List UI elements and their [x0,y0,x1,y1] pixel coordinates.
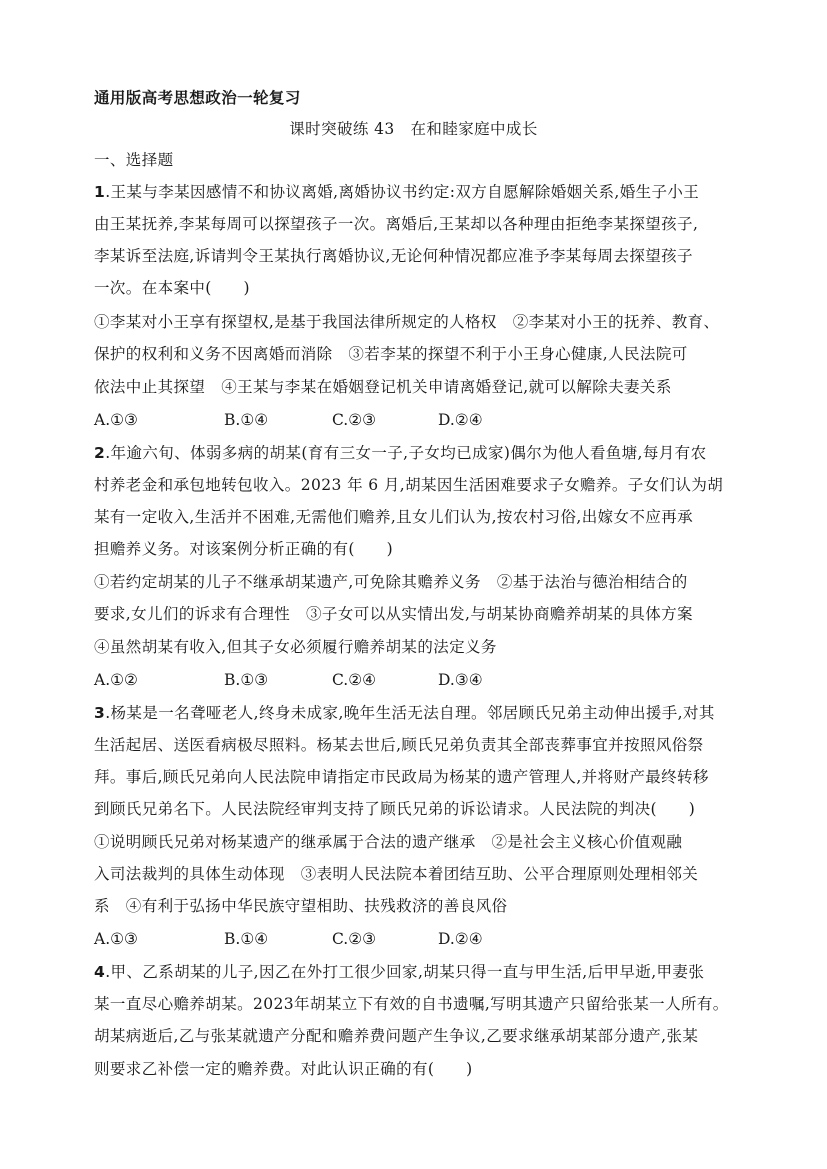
option-d[interactable]: D.②④ [438,930,483,948]
option-c[interactable]: C.②③ [332,930,377,948]
question-stem-line: 拜。事后,顾氏兄弟向人民法院申请指定市民政局为杨某的遗产管理人,并将财产最终转移 [94,768,709,786]
question-stem-line: 某一直尽心赡养胡某。2023年胡某立下有效的自书遗嘱,写明其遗产只留给张某一人所有。 [94,995,729,1013]
option-a[interactable]: A.①② [94,671,138,689]
question-number: 4 [94,963,106,981]
option-c[interactable]: C.②④ [332,671,377,689]
question-stem-line: 到顾氏兄弟名下。人民法院经审判支持了顾氏兄弟的诉讼请求。人民法院的判决( ) [94,800,696,818]
statement-line: ④虽然胡某有收入,但其子女必须履行赡养胡某的法定义务 [94,638,497,656]
question-stem-line: 3.杨某是一名聋哑老人,终身未成家,晚年生活无法自理。邻居顾氏兄弟主动伸出援手,对其 [94,704,715,722]
option-d[interactable]: D.③④ [438,671,483,689]
question-number: 2 [94,444,106,462]
question-stem-line: 担赡养义务。对该案例分析正确的有( ) [94,540,394,558]
statement-line: 保护的权利和义务不因离婚而消除 ③若李某的探望不利于小王身心健康,人民法院可 [94,345,688,363]
question-stem-line: 村养老金和承包地转包收入。2023 年 6 月,胡某因生活困难要求子女赡养。子女们认为胡 [94,476,724,494]
question-stem-line: 胡某病逝后,乙与张某就遗产分配和赡养费问题产生争议,乙要求继承胡某部分遗产,张某 [94,1027,699,1045]
section-heading: 一、选择题 [94,151,174,169]
option-d[interactable]: D.②④ [438,411,483,429]
statement-line: 入司法裁判的具体生动体现 ③表明人民法院本着团结互助、公平合理原则处理相邻关 [94,865,699,883]
question-stem-line: 4.甲、乙系胡某的儿子,因乙在外打工很少回家,胡某只得一直与甲生活,后甲早逝,甲妻张 [94,963,705,981]
option-b[interactable]: B.①④ [224,411,269,429]
option-a[interactable]: A.①③ [94,930,138,948]
question-stem-line: 一次。在本案中( ) [94,279,250,297]
statement-line: 要求,女儿们的诉求有合理性 ③子女可以从实情出发,与胡某协商赡养胡某的具体方案 [94,605,693,623]
document-subtitle: 课时突破练 43 在和睦家庭中成长 [289,120,538,138]
question-stem-line: 生活起居、送医看病极尽照料。杨某去世后,顾氏兄弟负责其全部丧葬事宜并按照风俗祭 [94,736,704,754]
option-c[interactable]: C.②③ [332,411,377,429]
document-header: 通用版高考思想政治一轮复习 [94,89,301,107]
question-stem-line: 由王某抚养,李某每周可以探望孩子一次。离婚后,王某却以各种理由拒绝李某探望孩子, [94,215,699,233]
statement-line: 依法中止其探望 ④王某与李某在婚姻登记机关申请离婚登记,就可以解除夫妻关系 [94,378,672,396]
option-b[interactable]: B.①③ [224,671,269,689]
option-b[interactable]: B.①④ [224,930,269,948]
question-stem-line: 李某诉至法庭,诉请判令王某执行离婚协议,无论何种情况都应准予李某每周去探望孩子 [94,247,693,265]
statement-line: 系 ④有利于弘扬中华民族守望相助、扶残救济的善良风俗 [94,897,508,915]
answer-options [94,670,714,690]
statement-line: ①若约定胡某的儿子不继承胡某遗产,可免除其赡养义务 ②基于法治与德治相结合的 [94,573,688,591]
question-stem-line: 1.王某与李某因感情不和协议离婚,离婚协议书约定:双方自愿解除婚姻关系,婚生子小王 [94,183,700,201]
question-stem-line: 则要求乙补偿一定的赡养费。对此认识正确的有( ) [94,1060,473,1078]
question-number: 1 [94,183,106,201]
statement-line: ①说明顾氏兄弟对杨某遗产的继承属于合法的遗产继承 ②是社会主义核心价值观融 [94,833,683,851]
answer-options [94,929,714,949]
question-stem-line: 2.年逾六旬、体弱多病的胡某(育有三女一子,子女均已成家)偶尔为他人看鱼塘,每月有农 [94,444,707,462]
statement-line: ①李某对小王享有探望权,是基于我国法律所规定的人格权 ②李某对小王的抚养、教育、 [94,313,720,331]
question-number: 3 [94,704,106,722]
answer-options [94,410,714,430]
option-a[interactable]: A.①③ [94,411,138,429]
question-stem-line: 某有一定收入,生活并不困难,无需他们赡养,且女儿们认为,按农村习俗,出嫁女不应再承 [94,508,694,526]
